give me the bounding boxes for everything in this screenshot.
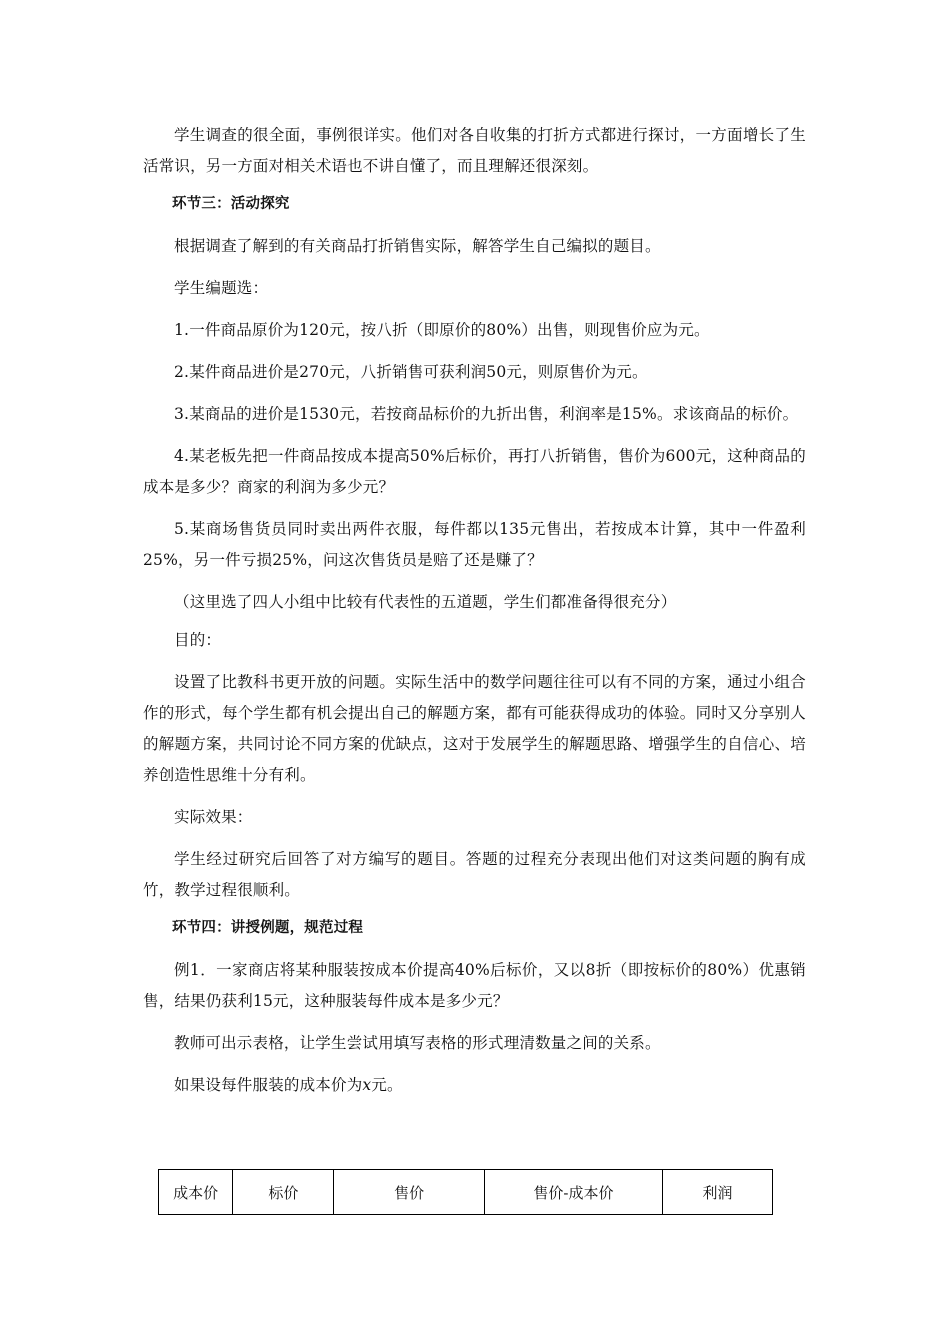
table-header-cell: 标价	[233, 1170, 334, 1215]
table-header-cell: 利润	[663, 1170, 773, 1215]
assumption-variable: x	[362, 1076, 372, 1094]
question-4: 4.某老板先把一件商品按成本提高50%后标价，再打八折销售，售价为600元，这种商品的成本是多少？商家的利润为多少元？	[143, 447, 806, 496]
paragraph-selected-label: 学生编题选：	[174, 279, 269, 297]
table-header-cell: 售价-成本价	[484, 1170, 662, 1215]
cost-table	[158, 1169, 773, 1215]
document-body	[143, 120, 806, 1112]
section-heading-3: 环节三：活动探究	[172, 196, 290, 212]
section-heading-4: 环节四：讲授例题，规范过程	[172, 920, 364, 936]
paragraph-effect: 学生经过研究后回答了对方编写的题目。答题的过程充分表现出他们对这类问题的胸有成竹，教学过程很顺利。	[143, 850, 806, 899]
assumption-text-pre: 如果设每件服装的成本价为	[174, 1076, 363, 1094]
paragraph-purpose: 设置了比教科书更开放的问题。实际生活中的数学问题往往可以有不同的方案，通过小组合作的形式，每个学生都有机会提出自己的解题方案，都有可能获得成功的体验。同时又分享别人的解题方案，共同讨论不同方案的优缺点，这对于发展学生的解题思路、增强学生的自信心、培养创造性思维十分有利。	[143, 673, 806, 784]
question-1: 1.一件商品原价为120元，按八折（即原价的80%）出售，则现售价应为元。	[174, 321, 710, 339]
table-header-cell: 成本价	[159, 1170, 233, 1215]
paragraph-note: （这里选了四人小组中比较有代表性的五道题，学生们都准备得很充分）	[174, 593, 677, 611]
paragraph-survey-summary: 学生调查的很全面，事例很详实。他们对各自收集的打折方式都进行探讨，一方面增长了生活常识，另一方面对相关术语也不讲自懂了，而且理解还很深刻。	[143, 126, 806, 175]
table-header-row	[159, 1170, 773, 1215]
question-5: 5.某商场售货员同时卖出两件衣服，每件都以135元售出，若按成本计算，其中一件盈利25%，另一件亏损25%，问这次售货员是赔了还是赚了？	[143, 520, 806, 569]
table-header-cell: 售价	[334, 1170, 484, 1215]
purpose-label: 目的：	[174, 631, 222, 649]
paragraph-teacher: 教师可出示表格，让学生尝试用填写表格的形式理清数量之间的关系。	[174, 1034, 661, 1052]
paragraph-intro: 根据调查了解到的有关商品打折销售实际，解答学生自己编拟的题目。	[174, 237, 661, 255]
example-1: 例1．一家商店将某种服装按成本价提高40%后标价，又以8折（即按标价的80%）优惠销售，结果仍获利15元，这种服装每件成本是多少元？	[143, 961, 806, 1010]
question-2: 2.某件商品进价是270元，八折销售可获利润50元，则原售价为元。	[174, 363, 648, 381]
assumption-text-post: 元。	[371, 1076, 403, 1094]
effect-label: 实际效果：	[174, 808, 253, 826]
paragraph-assumption	[143, 1070, 806, 1101]
question-3: 3.某商品的进价是1530元，若按商品标价的九折出售，利润率是15%。求该商品的标价。	[174, 405, 799, 423]
